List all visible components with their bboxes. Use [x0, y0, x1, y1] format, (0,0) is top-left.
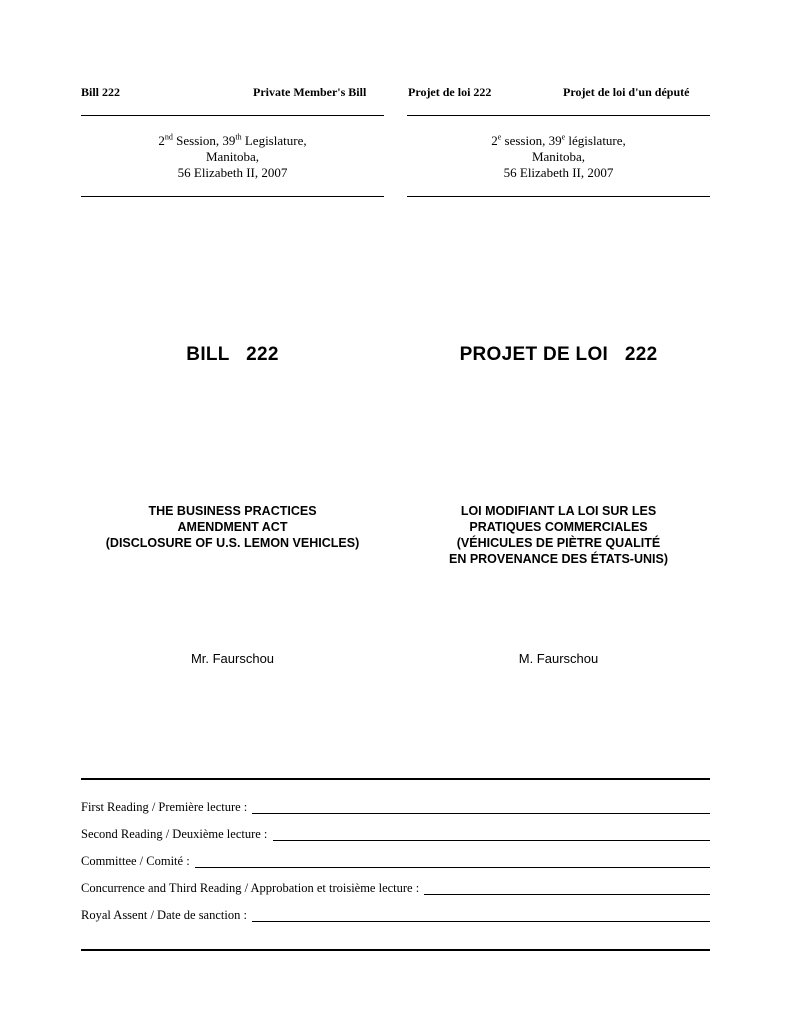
third-reading-label: Concurrence and Third Reading / Approbation et troisième lecture :: [81, 881, 423, 895]
act-title-fr-line: EN PROVENANCE DES ÉTATS-UNIS): [448, 552, 668, 566]
sponsor-en: Mr. Faurschou: [190, 651, 275, 666]
session-line3-en: 56 Elizabeth II, 2007: [177, 165, 288, 180]
session-line2-en: Manitoba,: [205, 149, 260, 164]
first-reading-row: [81, 798, 710, 814]
session-rule-fr: [407, 196, 710, 197]
royal-assent-label: Royal Assent / Date de sanction :: [81, 908, 251, 922]
second-reading-label: Second Reading / Deuxième lecture :: [81, 827, 271, 841]
act-title-en-line: AMENDMENT ACT: [177, 520, 288, 534]
readings-bottom-rule: [81, 949, 710, 951]
readings-top-rule: [81, 778, 710, 780]
bill-number-en: Bill 222: [81, 85, 121, 99]
second-reading-row: [81, 825, 710, 841]
committee-row: [81, 852, 710, 868]
bill-title-en: BILL 222: [186, 344, 279, 365]
bill-number-fr: Projet de loi 222: [408, 85, 492, 99]
bill-title-fr: PROJET DE LOI 222: [459, 344, 658, 365]
committee-line: [195, 855, 710, 868]
header-rule-en: [81, 115, 384, 116]
act-title-en-line: THE BUSINESS PRACTICES: [148, 504, 317, 518]
session-block-fr: [407, 133, 710, 181]
royal-assent-line: [252, 909, 710, 922]
first-reading-label: First Reading / Première lecture :: [81, 800, 251, 814]
header-rule-fr: [407, 115, 710, 116]
session-block-en: [81, 133, 384, 181]
session-rule-en: [81, 196, 384, 197]
act-title-fr-line: (VÉHICULES DE PIÈTRE QUALITÉ: [456, 536, 661, 550]
session-line1-en: 2nd Session, 39th Legislature,: [158, 132, 307, 148]
act-title-en-line: (DISCLOSURE OF U.S. LEMON VEHICLES): [105, 536, 360, 550]
royal-assent-row: [81, 906, 710, 922]
session-line1-fr: 2e session, 39e législature,: [491, 132, 626, 148]
bill-type-fr: Projet de loi d'un député: [563, 85, 690, 99]
bill-type-en: Private Member's Bill: [253, 85, 367, 99]
act-title-fr-line: LOI MODIFIANT LA LOI SUR LES: [460, 504, 657, 518]
act-title-fr: [407, 503, 710, 567]
second-reading-line: [273, 828, 710, 841]
act-title-en: [81, 503, 384, 551]
sponsor-fr: M. Faurschou: [518, 651, 599, 666]
session-line2-fr: Manitoba,: [531, 149, 586, 164]
session-line3-fr: 56 Elizabeth II, 2007: [503, 165, 614, 180]
committee-label: Committee / Comité :: [81, 854, 193, 868]
third-reading-row: [81, 879, 710, 895]
third-reading-line: [424, 882, 710, 895]
act-title-fr-line: PRATIQUES COMMERCIALES: [469, 520, 648, 534]
first-reading-line: [252, 801, 710, 814]
